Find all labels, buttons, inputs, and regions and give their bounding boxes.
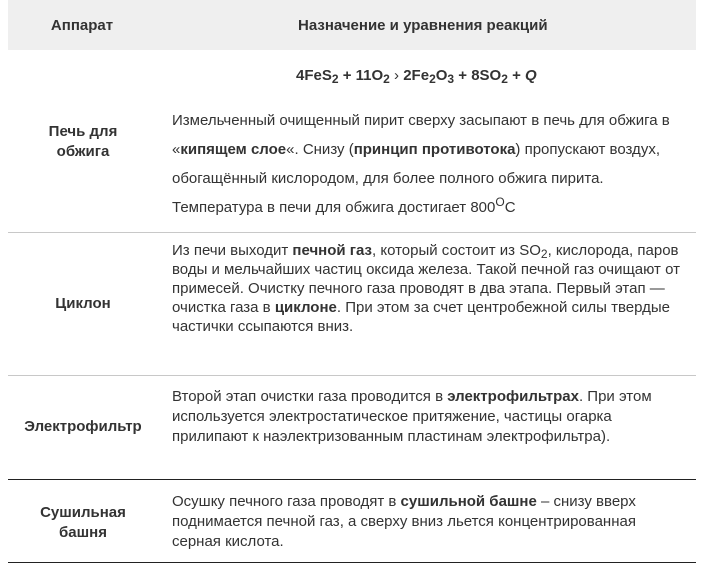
apparatus-name: Сушильная башня <box>40 504 126 541</box>
apparatus-description: Измельченный очищенный пирит сверху засыпают в печь для обжига в «кипящем слое«. Снизу (принцип противотока) пропускают воздух, обогащённый кислородом, для более полного обжига пирита. Температура в печи для обжига достигает $800^OC$ <box>172 112 670 216</box>
apparatus-description: Второй этап очистки газа проводится в электрофильтрах. При этом используется электростатическое притяжение, частицы огарка прилипают к наэлектризованным пластинам электрофильтра). <box>172 388 652 445</box>
table-row-cyclone <box>8 233 696 376</box>
header-purpose: Назначение и уравнения реакций <box>298 17 548 34</box>
apparatus-name: Печь для обжига <box>48 123 118 160</box>
apparatus-description: Осушку печного газа проводят в сушильной башне – снизу вверх поднимается печной газ, а сверху вниз льется концентрированная серная кислота. <box>172 493 636 550</box>
table-row-electrofilter <box>8 376 696 480</box>
table-row-drying-tower <box>8 480 696 563</box>
header-apparatus: Аппарат <box>50 17 114 34</box>
apparatus-description: Из печи выходит печной газ, который состоит из $SO_2$, кислорода, паров воды и мельчайших частиц оксида железа. Такой печной газ очищают от примесей. Очистку печного газа проводят в два этапа. Первый этап — очистка газа в циклоне. При этом за счет центробежной силы твердые частички ссыпаются вниз. <box>172 242 680 335</box>
table-row-furnace <box>8 50 696 233</box>
table-header <box>8 0 696 50</box>
reaction-equation: $4FeS_2 + 11O_2$ › $2Fe_2O_3 + 8SO_2 + Q$ <box>296 67 537 86</box>
apparatus-name: Циклон <box>55 295 111 312</box>
apparatus-name: Электрофильтр <box>24 418 142 435</box>
